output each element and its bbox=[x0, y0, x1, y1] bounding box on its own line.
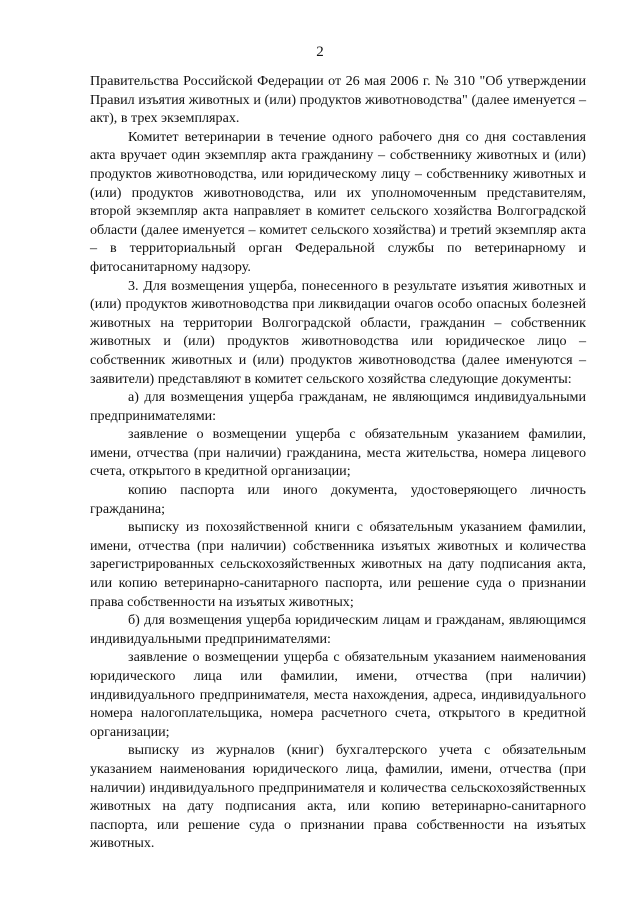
paragraph: а) для возмещения ущерба гражданам, не являющимся индивидуальными предпринимателями: bbox=[90, 389, 586, 424]
paragraph: копию паспорта или иного документа, удостоверяющего личность гражданина; bbox=[90, 482, 586, 517]
paragraph: выписку из похозяйственной книги с обязательным указанием фамилии, имени, отчества (при наличии) собственника изъятых животных и количества зарегистрированных сельскохозяйственных животных на дату подписания акта, или копию ветеринарно-санитарного паспорта, или решение суда о признании права собственности на изъятых животных; bbox=[90, 519, 586, 610]
paragraph: Правительства Российской Федерации от 26 мая 2006 г. № 310 "Об утверждении Правил изъятия животных и (или) продуктов животноводства" (далее именуется – акт), в трех экземплярах. bbox=[90, 73, 586, 127]
paragraph: б) для возмещения ущерба юридическим лицам и гражданам, являющимся индивидуальными предпринимателями: bbox=[90, 612, 586, 647]
paragraph: заявление о возмещении ущерба с обязательным указанием фамилии, имени, отчества (при наличии) гражданина, места жительства, номера лицевого счета, открытого в кредитной организации; bbox=[90, 426, 586, 480]
paragraph: Комитет ветеринарии в течение одного рабочего дня со дня составления акта вручает один экземпляр акта гражданину – собственнику животных и (или) продуктов животноводства, или юридическому лицу – собственнику животных и (или) продуктов животноводства, или их уполномоченным представителям, второй экземпляр акта направляет в комитет сельского хозяйства Волгоградской области (далее именуется – комитет сельского хозяйства) и третий экземпляр акта – в территориальный орган Федеральной службы по ветеринарному и фитосанитарному надзору. bbox=[90, 128, 586, 275]
document-body bbox=[90, 72, 586, 853]
page-number: 2 bbox=[316, 44, 324, 60]
paragraph: заявление о возмещении ущерба с обязательным указанием наименования юридического лица или фамилии, имени, отчества (при наличии) индивидуального предпринимателя, места нахождения, адреса, индивидуального номера налогоплательщика, номера расчетного счета, открытого в кредитной организации; bbox=[90, 649, 586, 740]
paragraph: выписку из журналов (книг) бухгалтерского учета с обязательным указанием наименования юридического лица, фамилии, имени, отчества (при наличии) индивидуального предпринимателя и количества сельскохозяйственных животных на дату подписания акта, или копию ветеринарно-санитарного паспорта, или решение суда о признании права собственности на изъятых животных. bbox=[90, 742, 586, 852]
paragraph: 3. Для возмещения ущерба, понесенного в результате изъятия животных и (или) продуктов животноводства при ликвидации очагов особо опасных болезней животных на территории Волгоградской области, гражданин – собственник животных и (или) продуктов животноводства или юридическое лицо – собственник животных и (или) продуктов животноводства (далее именуются – заявители) представляют в комитет сельского хозяйства следующие документы: bbox=[90, 277, 586, 387]
